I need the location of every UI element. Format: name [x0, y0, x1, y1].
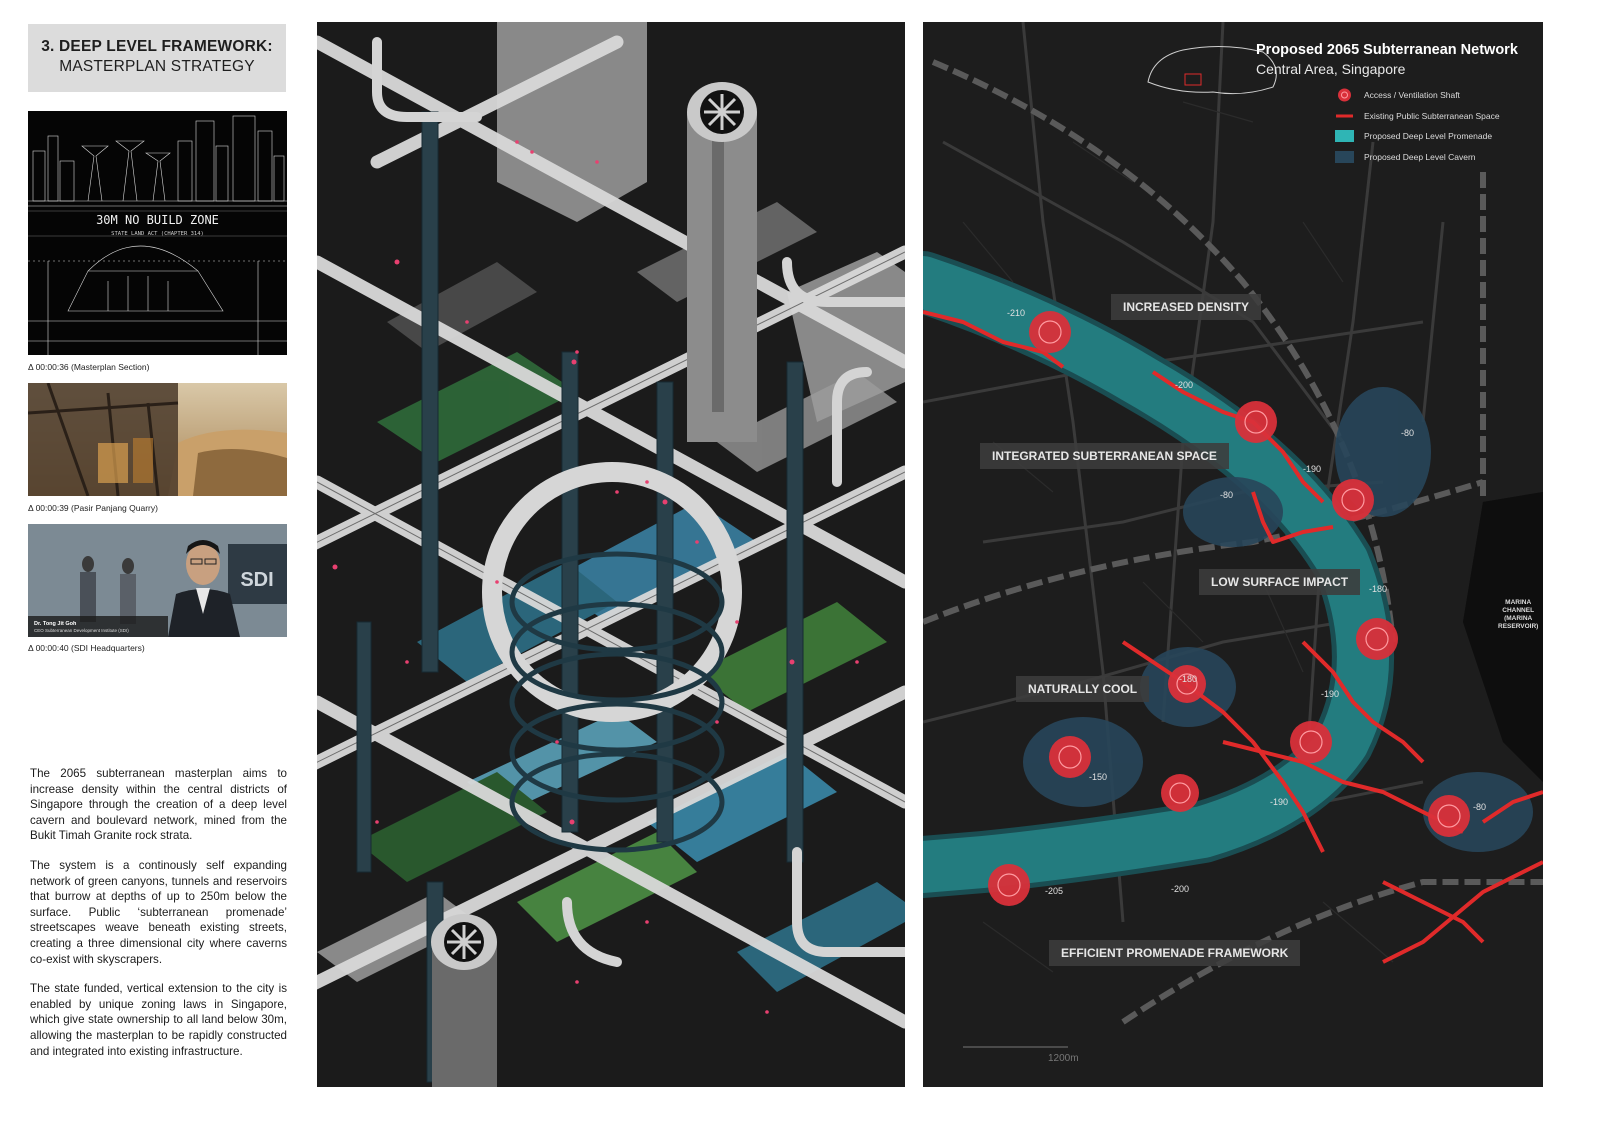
caption-sdi-headquarters: Δ 00:00:40 (SDI Headquarters)	[28, 643, 145, 653]
scale-bar-label: 1200m	[1048, 1053, 1079, 1064]
label-increased-density: INCREASED DENSITY	[1111, 294, 1261, 320]
depth-label: -200	[1175, 380, 1194, 390]
marina-channel-label	[1498, 599, 1538, 631]
page-subtitle: MASTERPLAN STRATEGY	[59, 58, 255, 75]
depth-label: -80	[1220, 490, 1234, 500]
depth-label: -200	[1171, 884, 1190, 894]
legend-label: Proposed Deep Level Promenade	[1364, 131, 1493, 141]
body-paragraph: The 2065 subterranean masterplan aims to increase density within the central districts of Singapore through the creation of a deep level cavern and boulevard network, mined from the Bukit Timah Granite rock strata.	[30, 767, 287, 843]
thumbnail-sdi-headquarters[interactable]	[28, 524, 287, 637]
label-naturally-cool: NATURALLY COOL	[1016, 676, 1149, 702]
quarry-image	[28, 383, 287, 496]
label-integrated-subterranean-space: INTEGRATED SUBTERRANEAN SPACE	[980, 443, 1229, 469]
promenade-symbol-icon	[1335, 129, 1354, 143]
label-low-surface-impact: LOW SURFACE IMPACT	[1199, 569, 1360, 595]
depth-label: -210	[1007, 308, 1026, 318]
depth-label: -205	[1045, 886, 1064, 896]
existing-space-symbol-icon	[1335, 109, 1354, 123]
depth-label: -150	[1089, 772, 1108, 782]
legend-label: Proposed Deep Level Cavern	[1364, 151, 1476, 162]
map-subtitle: Central Area, Singapore	[1256, 61, 1406, 77]
sdi-headquarters-image	[28, 524, 287, 637]
depth-label: -190	[1321, 689, 1340, 699]
label-efficient-promenade-framework: EFFICIENT PROMENADE FRAMEWORK	[1049, 940, 1300, 966]
legend-label: Existing Public Subterranean Space	[1364, 110, 1500, 121]
sdi-sign: SDI	[240, 569, 274, 591]
body-paragraph: The system is a continously self expanding network of green canyons, tunnels and reservoirs that burrow at depths of up to 250m below the surface. Public ‘subterranean promenade’ streetscapes weave beneath existing streets, creating a three dimensional city where caverns co-exist with skyscrapers.	[30, 858, 287, 966]
depth-label: -80	[1473, 802, 1487, 812]
marina-label-line: MARINA	[1505, 599, 1532, 606]
page-title-box	[28, 24, 286, 92]
map-graphic	[923, 22, 1543, 1087]
marina-label-line: CHANNEL	[1502, 607, 1535, 614]
body-text	[30, 766, 287, 1073]
state-land-act-label: STATE LAND ACT (CHAPTER 314)	[111, 231, 204, 237]
depth-label: -180	[1369, 584, 1388, 594]
subterranean-network-map	[923, 22, 1543, 1087]
thumbnail-quarry[interactable]	[28, 383, 287, 496]
map-title: Proposed 2065 Subterranean Network	[1256, 42, 1518, 58]
caption-quarry: Δ 00:00:39 (Pasir Panjang Quarry)	[28, 503, 158, 513]
cavern-symbol-icon	[1335, 150, 1354, 164]
depth-label: -80	[1401, 428, 1415, 438]
legend-label: Access / Ventilation Shaft	[1364, 90, 1460, 100]
marina-label-line: RESERVOIR)	[1498, 623, 1539, 630]
depth-label: -190	[1270, 797, 1289, 807]
body-paragraph: The state funded, vertical extension to the city is enabled by unique zoning laws in Singapore, which give state ownership to all land below 30m, allowing the masterplan to be rapidly constructed and integrated into existing infrastructure.	[30, 982, 287, 1058]
speaker-role: CEO Subterranean Development Institute (SDI)	[34, 628, 129, 633]
shaft-symbol-icon	[1335, 88, 1354, 102]
no-build-zone-label: 30M NO BUILD ZONE	[96, 213, 219, 227]
axonometric-drawing	[317, 22, 905, 1087]
speaker-name: Dr. Tong Jit Goh	[34, 621, 77, 627]
page-title: 3. DEEP LEVEL FRAMEWORK:	[41, 38, 273, 55]
depth-label: -180	[1179, 674, 1198, 684]
axonometric-illustration	[317, 22, 905, 1087]
marina-label-line: (MARINA	[1504, 615, 1533, 622]
thumbnail-masterplan-section[interactable]	[28, 111, 287, 355]
depth-label: -190	[1303, 464, 1322, 474]
caption-masterplan-section: Δ 00:00:36 (Masterplan Section)	[28, 362, 150, 372]
masterplan-section-drawing	[28, 111, 287, 355]
